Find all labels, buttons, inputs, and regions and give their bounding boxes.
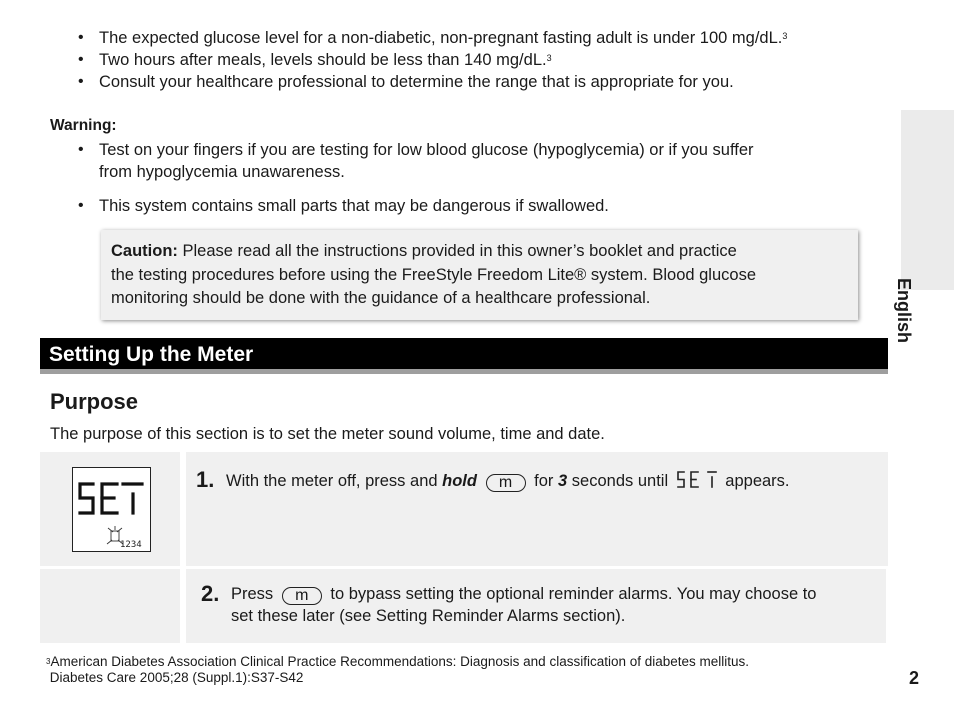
list-item: • The expected glucose level for a non-diabetic, non-pregnant fasting adult is under 100 mg/dL.$^3$ xyxy=(78,27,908,49)
footnote-ref: 3 xyxy=(46,657,51,666)
footnote-ref: 3 xyxy=(546,53,552,63)
set-display-glyph-icon xyxy=(676,470,718,490)
page-number: 2 xyxy=(909,668,920,688)
footnote: $^3$American Diabetes Association Clinical Practice Recommendations: Diagnosis and classification of diabetes mellitus. Diabetes Care 2005;28 (Suppl.1):S37-S42 xyxy=(46,654,750,685)
hold-emphasis: hold xyxy=(442,472,477,490)
m-button-icon: m xyxy=(486,474,526,492)
list-item: • Consult your healthcare professional to determine the range that is appropriate for you. xyxy=(78,71,908,93)
language-tab-label: English xyxy=(894,278,914,344)
step2-number: 2. xyxy=(201,581,220,606)
step2-text: Press m to bypass setting the optional reminder alarms. You may choose to set these later (see Setting Reminder Alarms section). xyxy=(231,585,817,625)
language-tab xyxy=(894,110,954,344)
warning-list xyxy=(78,139,868,217)
purpose-heading: Purpose xyxy=(50,389,139,414)
list-item: • This system contains small parts that may be dangerous if swallowed. xyxy=(78,195,868,217)
step1-text: With the meter off, press and hold m for 3 seconds until appears. xyxy=(226,472,790,491)
caution-label: Caution: xyxy=(111,242,178,260)
warning-label: Warning: xyxy=(50,117,117,134)
step2-image-cell xyxy=(40,569,180,643)
list-item: • Two hours after meals, levels should be less than 140 mg/dL.$^3$ xyxy=(78,49,908,71)
purpose-text: The purpose of this section is to set the meter sound volume, time and date. xyxy=(50,425,605,443)
meter-display-illustration xyxy=(72,467,151,552)
list-item: • Test on your fingers if you are testing for low blood glucose (hypoglycemia) or if you suffer from hypoglycemia unawareness. xyxy=(78,139,868,183)
section-header xyxy=(40,338,888,374)
m-button-icon: m xyxy=(282,587,322,605)
section-title: Setting Up the Meter xyxy=(49,343,254,366)
step1-number: 1. xyxy=(196,467,215,492)
footnote-ref: 3 xyxy=(782,31,788,41)
caution-box: Caution: Please read all the instructions provided in this owner’s booklet and practice the testing procedures before using the FreeStyle Freedom Lite® system. Blood glucose monitoring should be done with the guidance of a healthcare professional. xyxy=(101,230,858,320)
set-display-icon xyxy=(73,468,149,550)
small-digits: 1234 xyxy=(120,540,142,550)
glucose-info-list xyxy=(78,27,908,93)
seconds-value: 3 xyxy=(558,472,568,490)
